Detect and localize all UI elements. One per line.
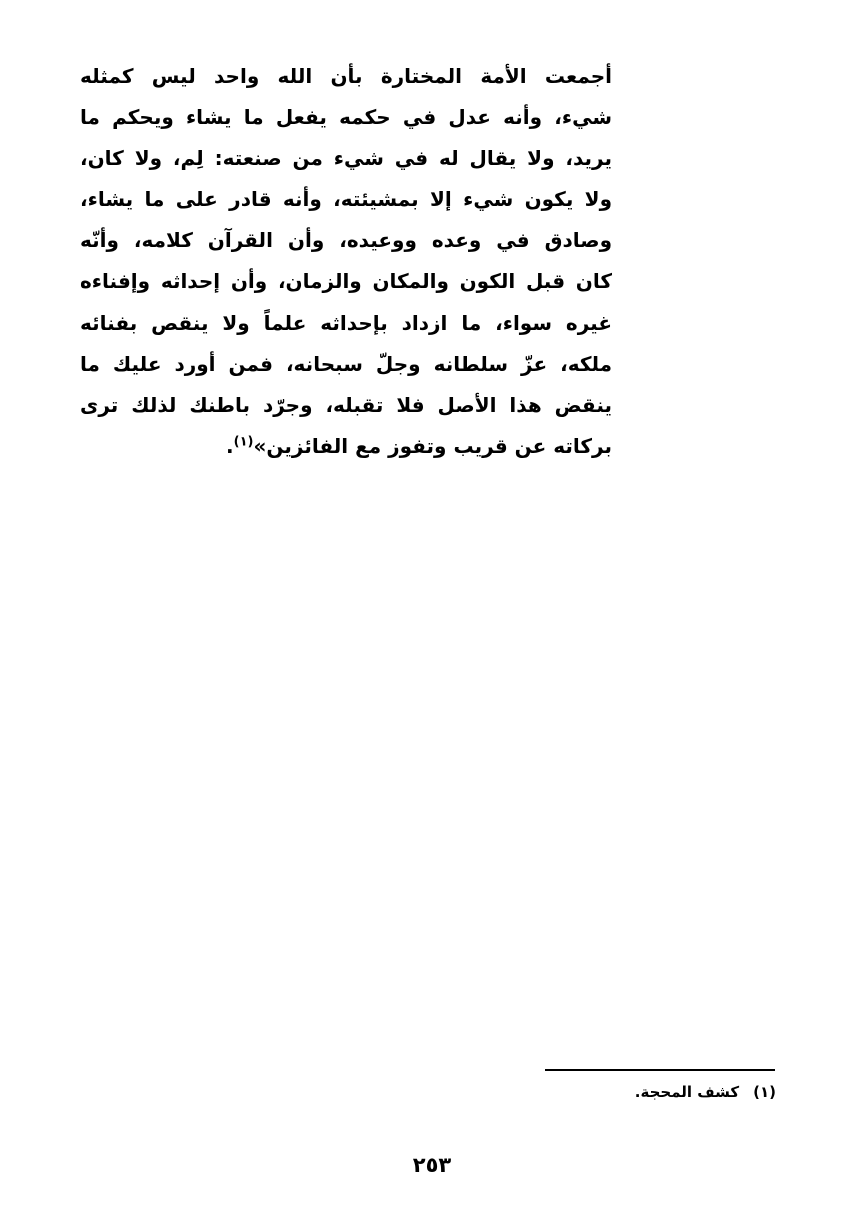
text-line-7: غيره سواء، ما ازداد بإحداثه علماً ولا ينقص بفنائه [80, 310, 612, 335]
footnote-number: (١) [753, 1083, 776, 1101]
text-line-3: يريد، ولا يقال له في شيء من صنعته: لِم، ولا كان، [80, 146, 612, 171]
footnote-text: كشف المحجة. [634, 1083, 740, 1101]
text-line-1: أجمعت الأمة المختارة بأن الله واحد ليس كمثله [80, 64, 612, 88]
end-period: . [226, 433, 234, 458]
text-line-10 [80, 426, 612, 467]
text-line-6: كان قبل الكون والمكان والزمان، وأن إحداثه وإفناءه [80, 269, 612, 294]
text-line-8: ملكه، عزّ سلطانه وجلّ سبحانه، فمن أورد عليك ما [80, 351, 612, 376]
text-line-4: ولا يكون شيء إلا بمشيئته، وأنه قادر على ما يشاء، [80, 187, 612, 212]
footnote-reference: (١) [233, 434, 254, 450]
text-line-5: وصادق في وعده ووعيده، وأن القرآن كلامه، وأنّه [80, 228, 612, 253]
page-number: ٢٥٣ [412, 1153, 452, 1177]
text-line-9: ينقض هذا الأصل فلا تقبله، وجرّد باطنك لذلك ترى [80, 392, 612, 417]
main-text-block [80, 56, 612, 467]
footnote-separator [545, 1069, 775, 1071]
text-line-2: شيء، وأنه عدل في حكمه يفعل ما يشاء ويحكم ما [80, 105, 612, 130]
footnote [480, 1080, 776, 1104]
text-line-10-content: بركاته عن قريب وتفوز مع الفائزين» [253, 433, 612, 458]
